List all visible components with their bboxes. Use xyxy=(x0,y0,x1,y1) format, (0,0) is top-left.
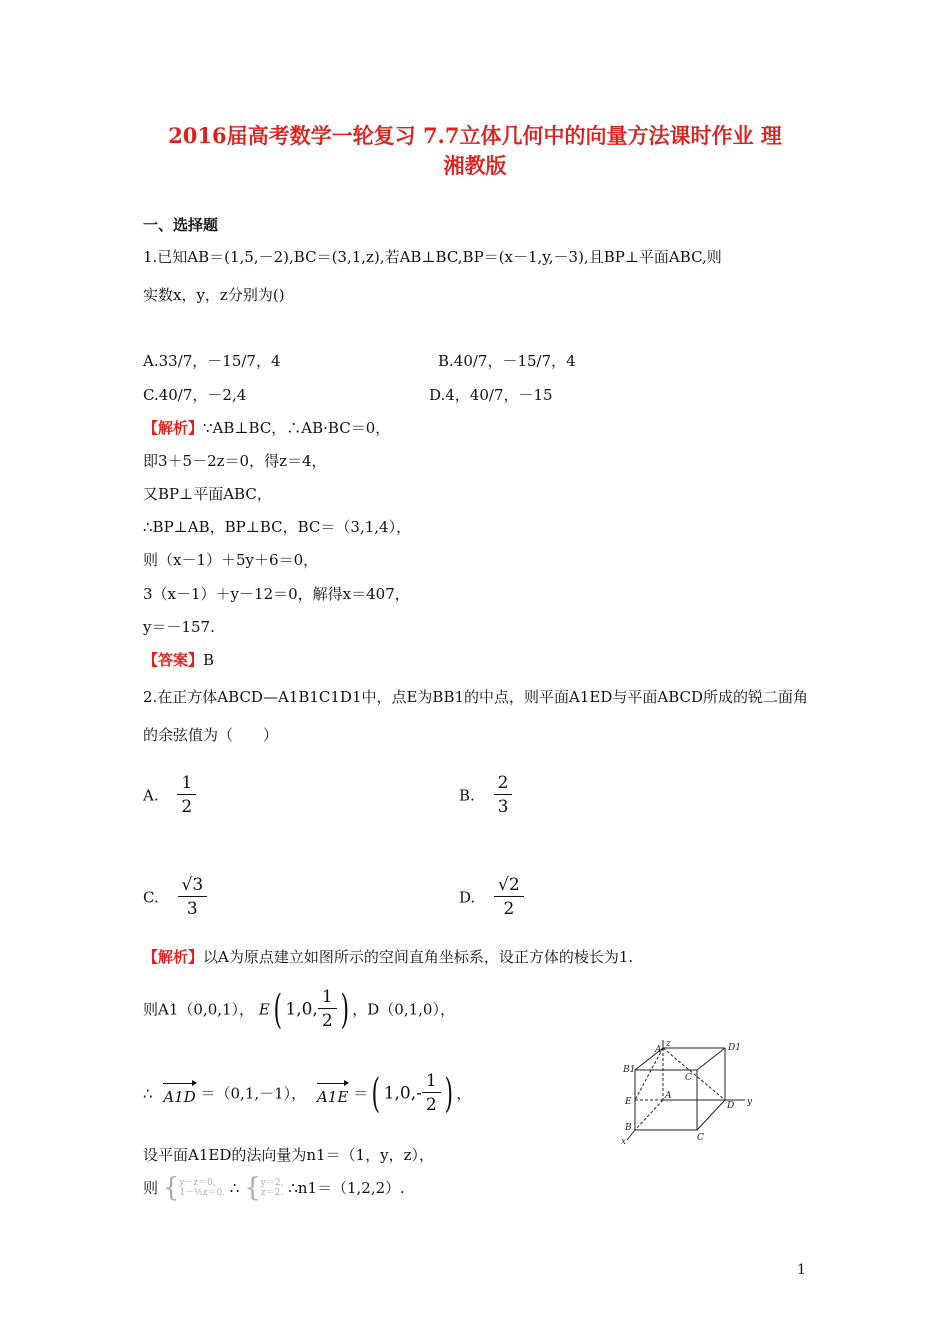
q1-answer-label: 【答案】 xyxy=(143,651,204,669)
q2-vec2-tail: ， xyxy=(456,1084,472,1103)
q2-therefore: ∴ xyxy=(143,1084,153,1103)
q2-coord-e-frac xyxy=(318,986,337,1033)
q1-jiexi-text: ∵AB⊥BC，∴AB·BC＝0， xyxy=(203,419,391,437)
q2-option-a-num: 1 xyxy=(181,773,193,793)
q2-option-d-fraction xyxy=(494,874,524,921)
q2-coord-e-num: 1 xyxy=(321,987,333,1007)
q2-option-a xyxy=(143,772,196,819)
fig-label-e: E xyxy=(625,1097,632,1107)
q2-stem-line1: 2.在正方体ABCD—A1B1C1D1中，点E为BB1的中点，则平面A1ED与平面ABCD所成的锐二面角 xyxy=(143,688,809,706)
q2-option-c-num: √3 xyxy=(181,875,204,895)
q1-solution-line3: 又BP⊥平面ABC， xyxy=(143,485,272,503)
q1-solution-line1 xyxy=(143,418,390,438)
line-a1e xyxy=(635,1048,663,1100)
fig-label-z: z xyxy=(666,1040,671,1049)
q2-solution-line1 xyxy=(143,947,633,967)
section-heading: 一、选择题 xyxy=(143,216,219,234)
fig-label-c1: C xyxy=(685,1073,692,1083)
q2-coord-d: ，D（0,1,0）， xyxy=(352,1000,455,1019)
q2-system-eq3: y＝2, xyxy=(260,1178,284,1188)
q2-option-b-num: 2 xyxy=(497,773,509,793)
q1-solution-line5: 则（x－1）＋5y＋6＝0， xyxy=(143,551,319,569)
left-brace: { xyxy=(244,1173,261,1203)
q2-option-b-fraction xyxy=(494,772,513,819)
q2-vec1-value: ＝（0,1,－1）， xyxy=(200,1084,307,1103)
q1-option-b: B.40/7，－15/7，4 xyxy=(438,352,576,370)
q2-option-d-label: D. xyxy=(459,888,476,907)
cube-figure xyxy=(615,1040,760,1145)
q1-option-d: D.4，40/7，－15 xyxy=(429,386,553,404)
q2-option-c-den: 3 xyxy=(178,896,208,921)
q1-solution-line7: y＝－157. xyxy=(143,618,215,636)
q2-option-b-label: B. xyxy=(459,786,475,805)
q2-coord-prefix: 则A1（0,0,1）， xyxy=(143,1000,255,1019)
q2-jiexi-label: 【解析】 xyxy=(143,948,204,966)
q2-vec2-den: 2 xyxy=(422,1092,441,1117)
q2-coord-line xyxy=(143,986,455,1033)
q2-option-d-num: √2 xyxy=(498,875,520,895)
fig-label-b1: B1 xyxy=(623,1065,636,1075)
q1-stem-line1: 1.已知AB＝(1,5,－2),BC＝(3,1,z),若AB⊥BC,BP＝(x－1,y,－3),且BP⊥平面ABC,则 xyxy=(143,248,722,266)
fig-label-d1: D1 xyxy=(728,1043,741,1053)
page-number: 1 xyxy=(797,1262,806,1278)
q2-system-b xyxy=(261,1178,284,1198)
doc-title-line2: 湘教版 xyxy=(443,153,507,178)
q2-system-eq2: 1－½z＝0. xyxy=(179,1188,226,1198)
q2-system-eq1: y－z＝0, xyxy=(179,1178,216,1188)
q2-vec2: A1E xyxy=(317,1081,348,1107)
q1-solution-line6: 3（x－1）＋y－12＝0，解得x＝407， xyxy=(143,585,410,603)
q2-therefore2: ∴ xyxy=(229,1179,240,1197)
q2-system-eq4: z＝2. xyxy=(260,1188,284,1198)
fig-label-a: A xyxy=(665,1091,672,1101)
q1-jiexi-label: 【解析】 xyxy=(143,419,204,437)
q1-answer xyxy=(143,650,214,670)
q2-option-c xyxy=(143,874,207,921)
q2-option-a-den: 2 xyxy=(177,794,196,819)
q2-option-c-label: C. xyxy=(143,888,159,907)
q1-option-a: A.33/7，－15/7，4 xyxy=(143,352,281,370)
q2-option-a-fraction xyxy=(177,772,196,819)
q1-stem-line2: 实数x，y，z分别为() xyxy=(143,286,285,304)
left-paren: ( xyxy=(371,1070,381,1117)
fig-label-c: C xyxy=(697,1133,704,1143)
q2-option-c-fraction xyxy=(178,874,208,921)
doc-title-line1: 2016届高考数学一轮复习 7.7立体几何中的向量方法课时作业 理 xyxy=(168,123,782,148)
q2-system-a xyxy=(179,1178,225,1198)
q2-stem-line2: 的余弦值为（ ） xyxy=(143,726,279,744)
q2-result: ∴n1＝（1,2,2）. xyxy=(288,1179,405,1197)
edge xyxy=(697,1100,725,1130)
fig-label-x: x xyxy=(621,1137,627,1145)
q2-vec2-eq: ＝ xyxy=(353,1084,369,1103)
q2-option-d xyxy=(459,874,524,921)
left-paren: ( xyxy=(273,986,282,1033)
q2-option-b xyxy=(459,772,512,819)
q1-solution-line2: 即3＋5－2z＝0，得z＝4， xyxy=(143,452,327,470)
q2-then: 则 xyxy=(143,1179,159,1197)
q2-coord-e-vals: 1,0, xyxy=(285,999,318,1020)
hidden-edge xyxy=(635,1100,663,1130)
q2-vec2-num: 1 xyxy=(425,1071,437,1091)
q1-answer-value: B xyxy=(203,651,215,669)
q2-option-b-den: 3 xyxy=(494,794,513,819)
edge xyxy=(697,1048,725,1070)
left-brace: { xyxy=(162,1173,180,1203)
fig-label-a1: A xyxy=(655,1045,662,1055)
q2-option-d-den: 2 xyxy=(494,896,524,921)
q1-option-c: C.40/7，－2,4 xyxy=(143,386,247,404)
fig-label-y: y xyxy=(747,1097,753,1107)
q2-vec2-vals: 1,0,- xyxy=(383,1083,422,1104)
q2-vector-line xyxy=(143,1070,471,1117)
q1-solution-line4: ∴BP⊥AB，BP⊥BC，BC＝（3,1,4）， xyxy=(143,518,412,536)
q2-option-a-label: A. xyxy=(143,786,159,805)
q2-coord-e-den: 2 xyxy=(318,1008,337,1033)
q2-normal-line: 设平面A1ED的法向量为n1＝（1，y，z）， xyxy=(143,1146,434,1164)
right-paren: ) xyxy=(444,1070,453,1117)
q2-system-line xyxy=(143,1173,405,1203)
fig-label-b: B xyxy=(625,1123,632,1133)
q2-coord-e-label: E xyxy=(258,1000,270,1019)
q2-jiexi-text: 以A为原点建立如图所示的空间直角坐标系，设正方体的棱长为1. xyxy=(203,948,634,966)
q2-vec1: A1D xyxy=(163,1081,195,1107)
q2-vec2-frac xyxy=(422,1070,441,1117)
right-paren: ) xyxy=(340,986,349,1033)
fig-label-d: D xyxy=(727,1101,735,1111)
